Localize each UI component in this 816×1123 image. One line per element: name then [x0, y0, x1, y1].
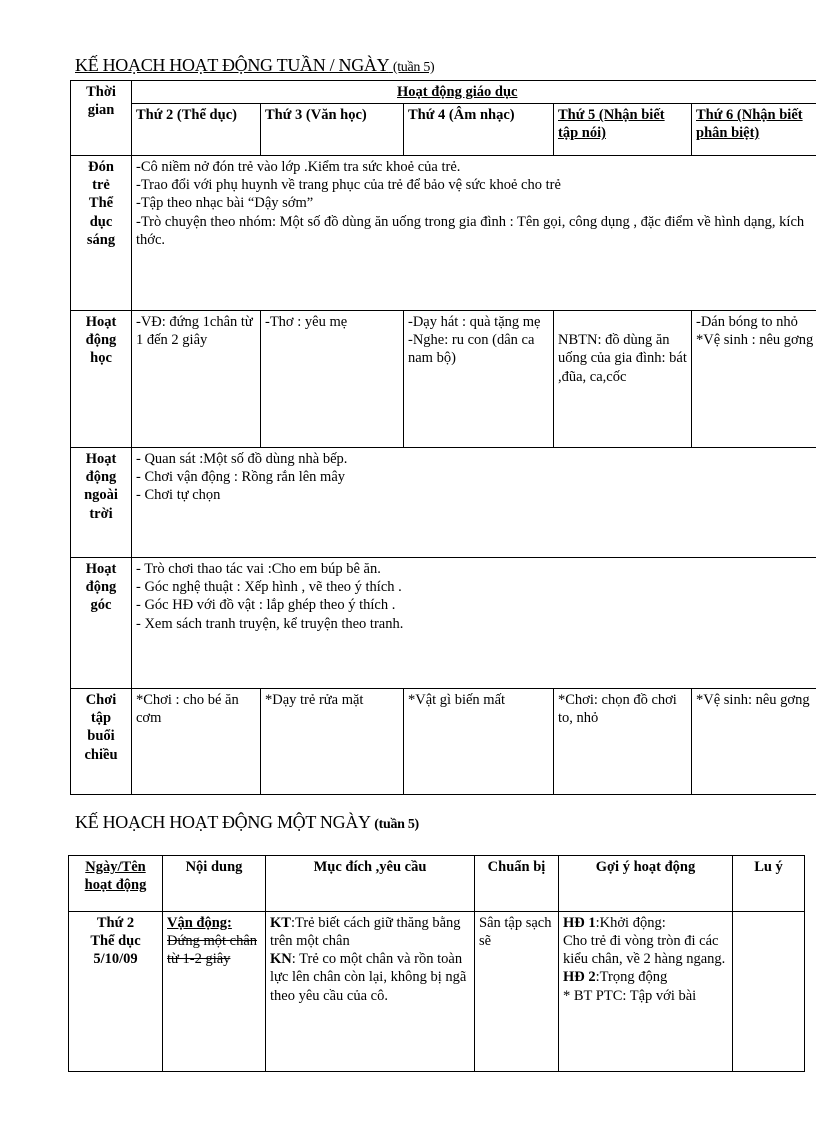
col-header-suggest: Gợi ý hoạt động: [559, 856, 733, 912]
afternoon-fri: *Vệ sinh: nêu gơng: [692, 689, 816, 795]
label-line: Thể: [88, 195, 114, 212]
weekly-plan-title-main: KẾ HOẠCH HOẠT ĐỘNG TUẦN / NGÀY: [75, 55, 389, 75]
row-label-corner: [71, 558, 132, 689]
label-line: Chơi: [85, 692, 117, 709]
time-header-line: Thời: [86, 84, 116, 100]
suggest-cell: [559, 912, 733, 1072]
purpose-cell: [266, 912, 475, 1072]
day-line: 5/10/09: [93, 951, 138, 968]
learning-wed: -Dạy hát : quà tặng mẹ -Nghe: ru con (dân ca nam bộ): [404, 311, 554, 448]
content-body: Đứng một chân từ 1-2 giây: [167, 933, 258, 968]
suggest-text: :Khởi động:: [595, 915, 666, 931]
col-header-day: Ngày/Tên hoạt động: [69, 856, 163, 912]
col-header-prep: Chuẩn bị: [475, 856, 559, 912]
time-header-line: gian: [87, 102, 115, 119]
label-line: ngoài: [84, 487, 118, 504]
label-line: Hoạt: [85, 314, 117, 331]
label-line: Hoạt: [85, 561, 117, 578]
suggest-text: * BT PTC: Tập với bài: [563, 987, 697, 1004]
daily-plan-table: [68, 855, 805, 1072]
suggest-key: HĐ 1: [563, 915, 596, 931]
purpose-key: KN: [270, 951, 292, 968]
content-line: -Cô niềm nở đón trẻ vào lớp .Kiểm tra sức khoẻ của trẻ.: [136, 159, 461, 176]
weekly-plan-title-week: (tuần 5): [392, 60, 435, 75]
content-line: - Góc nghệ thuật : Xếp hình , vẽ theo ý thích .: [136, 579, 402, 596]
afternoon-wed: *Vật gì biến mất: [404, 689, 554, 795]
content-line: - Góc HĐ với đồ vật : lắp ghép theo ý thích .: [136, 597, 396, 614]
day-header-thu: Thứ 5 (Nhận biết tập nói): [554, 104, 692, 156]
activity-header: Hoạt động giáo dục: [132, 81, 816, 104]
purpose-text: : Trẻ co một chân và rồn toàn lực lên chân còn lại, không bị ngã theo yêu cầu của cô.: [270, 951, 467, 1004]
daily-plan-title-main: KẾ HOẠCH HOẠT ĐỘNG MỘT NGÀY: [75, 812, 371, 832]
label-line: buổi: [87, 728, 115, 745]
label-line: dục: [89, 213, 113, 230]
content-line: -Trò chuyện theo nhóm: Một số đồ dùng ăn uống trong gia đình : Tên gọi, công dụng , đặc điểm về hình dạng, kích thớc.: [136, 213, 805, 248]
label-line: Đón: [88, 159, 114, 176]
day-line: Thứ 2: [96, 915, 135, 931]
note-cell: [733, 912, 805, 1072]
day-header-tue: Thứ 3 (Văn học): [261, 104, 404, 156]
label-line: động: [85, 332, 117, 349]
daily-plan-title-week: (tuần 5): [374, 817, 419, 832]
label-line: trời: [89, 505, 113, 522]
afternoon-thu: *Chơi: chọn đồ chơi to, nhỏ: [554, 689, 692, 795]
day-cell: [69, 912, 163, 1072]
purpose-key: KT: [270, 915, 291, 931]
content-line: - Xem sách tranh truyện, kể truyện theo tranh.: [136, 615, 404, 632]
label-line: Hoạt: [85, 451, 117, 468]
content-line: -Trao đổi với phụ huynh về trang phục của trẻ để bảo vệ sức khoẻ cho trẻ: [136, 177, 561, 194]
weekly-plan-title: [75, 55, 434, 76]
label-line: tập: [90, 710, 112, 727]
welcome-content: [132, 156, 816, 311]
purpose-text: :Trẻ biết cách giữ thăng bằng trên một chân: [270, 915, 461, 950]
day-header-mon: Thứ 2 (Thể dục): [132, 104, 261, 156]
weekly-plan-table: [70, 80, 816, 795]
corner-content: [132, 558, 816, 689]
suggest-key: HĐ 2: [563, 969, 596, 986]
learning-fri: -Dán bóng to nhỏ *Vệ sinh : nêu gơng: [692, 311, 816, 448]
content-line: - Chơi tự chọn: [136, 487, 221, 504]
content-line: - Chơi vận động : Rồng rắn lên mây: [136, 469, 346, 486]
col-header-content: Nội dung: [163, 856, 266, 912]
day-header-wed: Thứ 4 (Âm nhạc): [404, 104, 554, 156]
learning-mon: -VĐ: đứng 1chân từ 1 đến 2 giây: [132, 311, 261, 448]
label-line: động: [85, 469, 117, 486]
day-header-fri: Thứ 6 (Nhận biết phân biệt): [692, 104, 816, 156]
label-line: học: [90, 350, 112, 367]
outdoor-content: [132, 448, 816, 558]
time-header: [71, 81, 132, 156]
label-line: trẻ: [92, 177, 110, 194]
row-label-learning: [71, 311, 132, 448]
daily-plan-title: [75, 812, 419, 833]
suggest-text: Cho trẻ đi vòng tròn đi các kiểu chân, về 2 hàng ngang.: [563, 933, 726, 968]
row-label-afternoon: [71, 689, 132, 795]
row-label-welcome: [71, 156, 132, 311]
content-line: -Tập theo nhạc bài “Dậy sớm”: [136, 195, 314, 212]
prep-cell: Sân tập sạch sẽ: [475, 912, 559, 1072]
suggest-text: :Trọng động: [595, 969, 668, 986]
content-title: Vận động:: [167, 915, 232, 931]
day-line: Thể dục: [90, 933, 141, 950]
label-line: sáng: [86, 231, 116, 248]
row-label-outdoor: [71, 448, 132, 558]
label-line: chiều: [84, 746, 118, 763]
label-line: góc: [90, 597, 112, 614]
learning-thu: NBTN: đồ dùng ăn uống của gia đình: bát ,đũa, ca,cốc: [554, 311, 692, 448]
label-line: động: [85, 579, 117, 596]
afternoon-tue: *Dạy trẻ rửa mặt: [261, 689, 404, 795]
col-header-purpose: Mục đích ,yêu cầu: [266, 856, 475, 912]
content-line: - Quan sát :Một số đồ dùng nhà bếp.: [136, 451, 348, 468]
learning-tue: -Thơ : yêu mẹ: [261, 311, 404, 448]
col-header-note: Lu ý: [733, 856, 805, 912]
content-cell: [163, 912, 266, 1072]
afternoon-mon: *Chơi : cho bé ăn cơm: [132, 689, 261, 795]
content-line: - Trò chơi thao tác vai :Cho em búp bê ăn.: [136, 561, 381, 578]
